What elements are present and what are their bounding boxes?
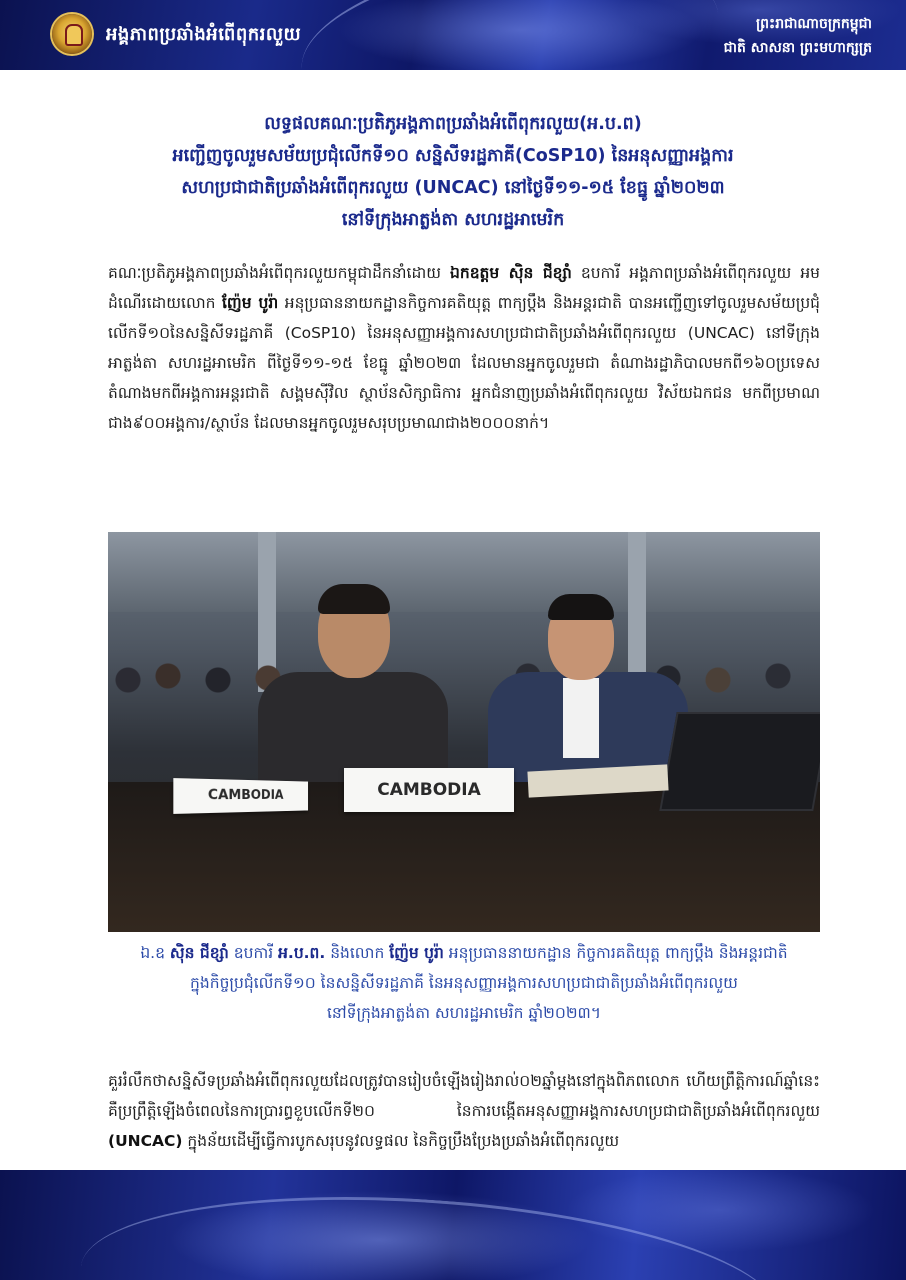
delegate-right-shirt	[563, 678, 599, 758]
article-title	[60, 108, 846, 236]
photo-laptop	[659, 712, 820, 811]
title-line-3: សហប្រជាជាតិប្រឆាំងអំពើពុករលួយ (UNCAC) នៅថ្ងៃទី១១-១៥ ខែធ្នូ ឆ្នាំ២០២៣	[181, 178, 725, 198]
header-banner	[0, 0, 906, 70]
caption-name-2: ញ៉ែម បូរ៉ា	[389, 944, 444, 962]
motto-line-1: ព្រះរាជាណាចក្រកម្ពុជា	[755, 16, 872, 32]
caption-org: អ.ប.ព.	[278, 944, 326, 962]
background-uncac: (UNCAC)	[108, 1132, 183, 1150]
country-sign-small: CAMBODIA	[173, 778, 308, 814]
background-paragraph	[108, 1066, 820, 1156]
intro-paragraph	[108, 258, 820, 438]
footer-decoration	[74, 1176, 785, 1280]
caption-line-3: នៅទីក្រុងអាត្លង់តា សហរដ្ឋអាមេរិក ឆ្នាំ២០២៣។	[326, 1004, 602, 1022]
photo-ceiling	[108, 532, 820, 612]
caption-text-2: ឧបការី	[228, 944, 279, 962]
title-line-2: អញ្ជើញចូលរួមសម័យប្រជុំលើកទី១០ សន្និសីទរដ្ឋភាគី(CoSP10) នៃអនុសញ្ញាអង្គការ	[172, 146, 734, 166]
background-text-2: ក្នុងន័យដើម្បីធ្វើការបូកសរុបនូវលទ្ធផល នៃកិច្ចប្រឹងប្រែងប្រឆាំងអំពើពុករលួយ	[182, 1132, 620, 1150]
intro-name-1: ឯកឧត្តម ស៊ិន ជីខ្សាំ	[450, 264, 572, 282]
intro-text-2: ឧបការី អង្គភាពប្រឆាំងអំពើពុករលួយ អមដំណើរដោយលោក	[108, 264, 820, 312]
caption-name-1: ស៊ិន ជីខ្សាំ	[169, 944, 229, 962]
title-line-4: នៅទីក្រុងអាត្លង់តា សហរដ្ឋអាមេរិក	[341, 210, 565, 230]
caption-line-1	[108, 938, 820, 968]
photo-caption	[108, 938, 820, 1028]
footer-banner	[0, 1170, 906, 1280]
intro-name-2: ញ៉ែម បូរ៉ា	[222, 294, 279, 312]
delegate-right-hair	[548, 594, 614, 620]
photo-audience	[108, 650, 820, 720]
conference-photo	[108, 532, 820, 932]
caption-line-2: ក្នុងកិច្ចប្រជុំលើកទី១០ នៃសន្និសីទរដ្ឋភាគី នៃអនុសញ្ញាអង្គការសហប្រជាជាតិប្រឆាំងអំពើពុករលួយ	[190, 974, 738, 992]
motto-line-2: ជាតិ សាសនា ព្រះមហាក្សត្រ	[723, 40, 872, 56]
caption-text-3: និងលោក	[325, 944, 390, 962]
caption-text-4: អនុប្រធាននាយកដ្ឋាន កិច្ចការគតិយុត្ត ពាក្យប្តឹង និងអន្តរជាតិ	[443, 944, 788, 962]
national-motto	[724, 12, 872, 60]
intro-text-3: អនុប្រធាននាយកដ្ឋានកិច្ចការគតិយុត្ត ពាក្យប្តឹង និងអន្តរជាតិ បានអញ្ជើញទៅចូលរួមសម័យប្រជុំលើកទី១០នៃសន្និសីទរដ្ឋភាគី (CoSP10) នៃអនុសញ្ញាអង្គការសហប្រជាជាតិប្រឆាំងអំពើពុករលួយ (UNCAC) នៅទីក្រុងអាត្លង់តា សហរដ្ឋអាមេរិក ពីថ្ងៃទី១១-១៥ ខែធ្នូ ឆ្នាំ២០២៣ ដែលមានអ្នកចូលរួមជា តំណាងរដ្ឋាភិបាលមកពី១៦០ប្រទេស តំណាងមកពីអង្គការអន្តរជាតិ សង្គមស៊ីវិល ស្ថាប័នសិក្សាធិការ អ្នកជំនាញប្រឆាំងអំពើពុករលួយ វិស័យឯកជន មកពីប្រមាណជាង៩០០អង្គការ/ស្ថាប័ន ដែលមានអ្នកចូលរួមសរុបប្រមាណជាង២០០០នាក់។	[108, 294, 820, 432]
intro-text-1: គណៈប្រតិភូអង្គភាពប្រឆាំងអំពើពុករលួយកម្ពុជាដឹកនាំដោយ	[108, 264, 451, 282]
delegate-left-hair	[318, 584, 390, 614]
acu-logo-icon	[52, 14, 92, 54]
background-text-1: គួររំលឹកថាសន្និសីទប្រឆាំងអំពើពុករលួយដែលត្រូវបានរៀបចំឡើងរៀងរាល់០២ឆ្នាំម្តងនៅក្នុងពិភពលោក ហើយព្រឹត្តិការណ៍ឆ្នាំនេះ គឺប្រព្រឹត្តិឡើងចំពេលនៃការប្រារព្ធខួបលើកទី២០ នៃការបង្កើតអនុសញ្ញាអង្គការសហប្រជាជាតិប្រឆាំងអំពើពុករលួយ	[108, 1072, 820, 1120]
country-sign-big: CAMBODIA	[344, 768, 514, 812]
header-decoration	[291, 0, 730, 70]
caption-text-1: ឯ.ឧ	[140, 944, 170, 962]
title-line-1: លទ្ធផលគណៈប្រតិភូអង្គភាពប្រឆាំងអំពើពុករលួយ(អ.ប.ព)	[264, 114, 642, 134]
org-name: អង្គភាពប្រឆាំងអំពើពុករលួយ	[106, 24, 302, 45]
